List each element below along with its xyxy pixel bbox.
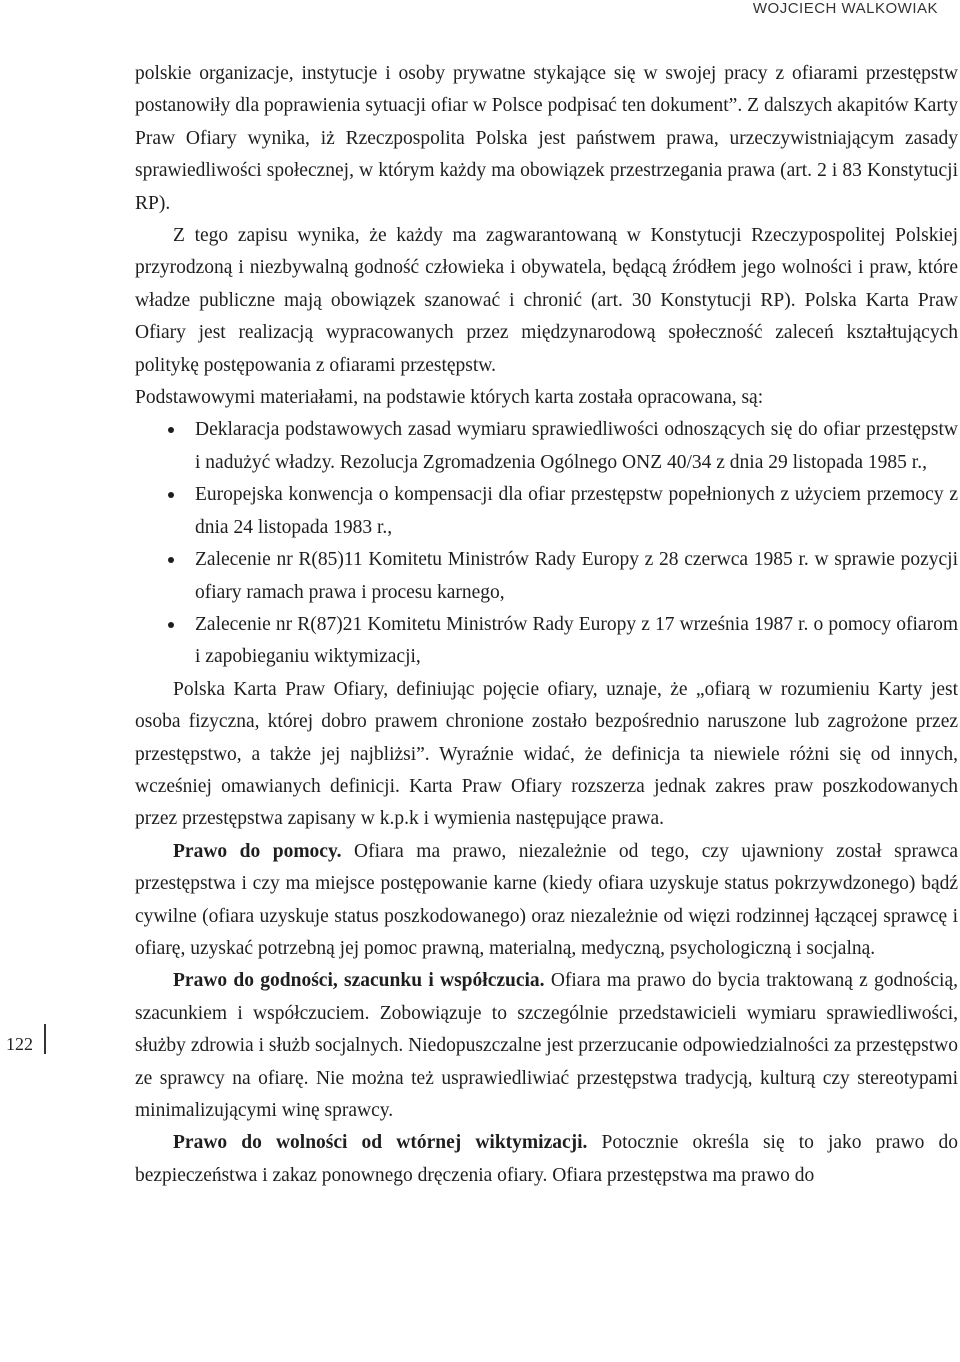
materials-list: [135, 414, 958, 673]
page-number-bar: [44, 1024, 46, 1054]
page-number: 122: [6, 1034, 33, 1054]
right-text: Ofiara ma prawo, niezależnie od tego, czy ujawniony został sprawca przestępstwa i czy ma miejsce postępowanie karne (kiedy ofiara uzyskuje status pokrzywdzonego) bądź cywilne (ofiara uzyskuje status poszkodowanego) oraz niezależnie od więzi rodzinnej łączącej sprawcę i ofiarę, uzyskać potrzebną jej pomoc prawną, materialną, medyczną, psychologiczną i socjalną.: [135, 840, 958, 959]
right-heading: Prawo do wolności od wtórnej wiktymizacji.: [173, 1132, 588, 1154]
running-header: WOJCIECH WALKOWIAK: [752, 0, 938, 17]
list-item: Europejska konwencja o kompensacji dla ofiar przestępstw popełnionych z użyciem przemocy z dnia 24 listopada 1983 r.,: [195, 479, 958, 544]
right-text: Ofiara ma prawo do bycia traktowaną z godnością, szacunkiem i współczuciem. Zobowiązuje to szczególnie przedstawicieli wymiaru sprawiedliwości, służby zdrowia i służb socjalnych. Niedopuszczalne jest przerzucanie odpowiedzialności za przestępstwo ze sprawcy na ofiarę. Nie można też usprawiedliwiać przestępstwa tradycją, kulturą czy stereotypami minimalizującymi winę sprawcy.: [135, 970, 958, 1121]
body-text: [135, 58, 958, 1192]
right-heading: Prawo do godności, szacunku i współczucia.: [173, 970, 545, 992]
list-item: Zalecenie nr R(85)11 Komitetu Ministrów Rady Europy z 28 czerwca 1985 r. w sprawie pozycji ofiary ramach prawa i procesu karnego,: [195, 544, 958, 609]
list-item: Zalecenie nr R(87)21 Komitetu Ministrów Rady Europy z 17 września 1987 r. o pomocy ofiarom i zapobieganiu wiktymizacji,: [195, 609, 958, 674]
right-help: [135, 836, 958, 966]
paragraph-constitution: Z tego zapisu wynika, że każdy ma zagwarantowaną w Konstytucji Rzeczypospolitej Polskiej przyrodzoną i niezbywalną godność człowieka i obywatela, będącą źródłem jego wolności i praw, które władze publiczne mają obowiązek szanować i chronić (art. 30 Konstytucji RP). Polska Karta Praw Ofiary jest realizacją wypracowanych przez międzynarodową społeczność zaleceń kształtujących politykę postępowania z ofiarami przestępstw.: [135, 225, 958, 376]
list-item: Deklaracja podstawowych zasad wymiaru sprawiedliwości odnoszących się do ofiar przestępstw i nadużyć władzy. Rezolucja Zgromadzenia Ogólnego ONZ 40/34 z dnia 29 listopada 1985 r.,: [195, 414, 958, 479]
paragraph-definition: Polska Karta Praw Ofiary, definiując pojęcie ofiary, uznaje, że „ofiarą w rozumieniu Karty jest osoba fizyczna, której dobro prawem chronione zostało bezpośrednio naruszone lub zagrożone przez przestępstwo, a także jej najbliżsi”. Wyraźnie widać, że definicja ta niewiele różni się od innych, wcześniej omawianych definicji. Karta Praw Ofiary rozszerza jednak zakres praw poszkodowanych przez przestępstwa zapisany w k.p.k i wymienia następujące prawa.: [135, 678, 958, 830]
right-heading: Prawo do pomocy.: [173, 840, 342, 862]
right-dignity: [135, 965, 958, 1127]
right-no-revictimization: [135, 1127, 958, 1192]
paragraph-intro: polskie organizacje, instytucje i osoby prywatne stykające się w swojej pracy z ofiarami przestępstw postanowiły dla poprawienia sytuacji ofiar w Polsce podpisać ten dokument”. Z dalszych akapitów Karty Praw Ofiary wynika, iż Rzeczpospolita Polska jest państwem prawa, urzeczywistniającym zasady sprawiedliwości społecznej, w którym każdy ma obowiązek przestrzegania prawa (art. 2 i 83 Konstytucji RP).: [135, 63, 958, 214]
paragraph-materials-lead: Podstawowymi materiałami, na podstawie których karta została opracowana, są:: [135, 387, 764, 409]
right-text: Potocznie określa się to jako prawo do bezpieczeństwa i zakaz ponownego dręczenia ofiary. Ofiara przestępstwa ma prawo do: [135, 1132, 958, 1186]
